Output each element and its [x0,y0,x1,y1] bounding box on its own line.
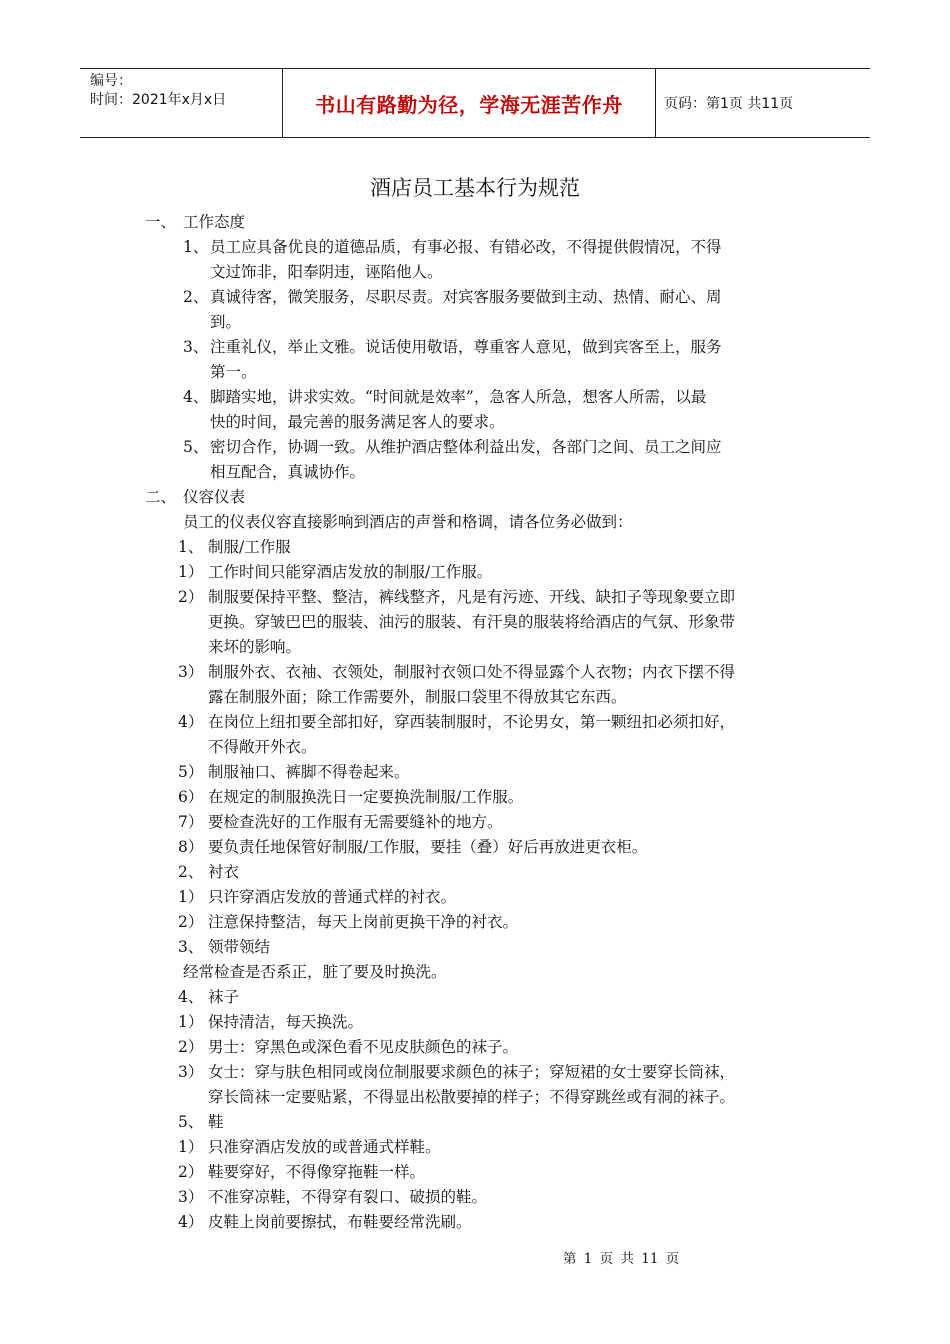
header-info [80,69,282,137]
item-number: 2、 [183,288,209,306]
subsection-number: 3、 [178,938,204,956]
subsection-title: 鞋 [208,1113,224,1131]
item-text: 不得敞开外衣。 [208,738,317,756]
list-item [0,1060,950,1085]
section-title: 仪容仪表 [183,488,246,506]
item-continuation [0,685,950,710]
subsection-text: 经常检查是否系正，脏了要及时换洗。 [183,963,447,981]
subsection-heading [0,935,950,960]
subsection-title: 领带领结 [208,938,271,956]
section-intro: 员工的仪表仪容直接影响到酒店的声誉和格调，请各位务必做到： [183,513,633,531]
item-number: 7） [178,813,204,831]
section-title: 工作态度 [183,213,246,231]
item-number: 3、 [183,338,209,356]
item-text: 在规定的制服换洗日一定要换洗制服/工作服。 [208,788,524,806]
item-number: 6） [178,788,204,806]
item-text: 只准穿酒店发放的或普通式样鞋。 [208,1138,441,1156]
item-text: 注重礼仪，举止文雅。说话使用敬语，尊重客人意见，做到宾客至上，服务 [210,338,722,356]
list-item [0,810,950,835]
item-number: 3） [178,1188,204,1206]
item-text: 相互配合，真诚协作。 [210,463,366,481]
item-number: 2） [178,1163,204,1181]
subsection-heading [0,860,950,885]
item-text: 文过饰非，阳奉阴违，诬陷他人。 [210,263,443,281]
item-text: 保持清洁，每天换洗。 [208,1013,364,1031]
item-continuation [0,635,950,660]
document-title: 酒店员工基本行为规范 [370,176,580,200]
item-text: 男士：穿黑色或深色看不见皮肤颜色的袜子。 [208,1038,519,1056]
item-text: 女士：穿与肤色相同或岗位制服要求颜色的袜子；穿短裙的女士要穿长筒袜， [208,1063,736,1081]
item-text: 快的时间，最完善的服务满足客人的要求。 [210,413,505,431]
item-number: 4、 [183,388,209,406]
item-number: 5、 [183,438,209,456]
list-item [0,1185,950,1210]
list-item [0,1135,950,1160]
item-continuation [0,610,950,635]
header-page-number: 页码：第1页 共11页 [664,96,794,112]
page-footer: 第 1 页 共 11 页 [563,1251,680,1267]
item-number: 1） [178,888,204,906]
item-number: 2） [178,1038,204,1056]
list-item [0,835,950,860]
item-text: 真诚待客，微笑服务，尽职尽责。对宾客服务要做到主动、热情、耐心、周 [210,288,722,306]
subsection-number: 1、 [178,538,204,556]
item-number: 3） [178,663,204,681]
header-motto: 书山有路勤为径，学海无涯苦作舟 [282,69,656,137]
date-label: 时间：2021年x月x日 [90,92,227,108]
item-number: 2） [178,913,204,931]
item-text: 要检查洗好的工作服有无需要缝补的地方。 [208,813,503,831]
item-number: 2） [178,588,204,606]
list-item [0,710,950,735]
item-text: 第一。 [210,363,257,381]
subsection-title: 袜子 [208,988,240,1006]
list-item [0,1035,950,1060]
subsection-title: 制服/工作服 [208,538,291,556]
list-item [0,285,950,310]
list-item [0,585,950,610]
item-text: 员工应具备优良的道德品质，有事必报、有错必改，不得提供假情况，不得 [210,238,722,256]
item-continuation [0,460,950,485]
item-number: 1） [178,563,204,581]
item-number: 1） [178,1138,204,1156]
item-text: 制服袖口、裤脚不得卷起来。 [208,763,410,781]
item-text: 要负责任地保管好制服/工作服，要挂（叠）好后再放进更衣柜。 [208,838,648,856]
item-number: 3） [178,1063,204,1081]
list-item [0,910,950,935]
subsection-title: 衬衣 [208,863,240,881]
section-number: 一、 [145,213,177,231]
item-continuation [0,1085,950,1110]
list-item [0,660,950,685]
item-text: 来坏的影响。 [208,638,302,656]
item-number: 4） [178,1213,204,1231]
subsection-number: 2、 [178,863,204,881]
item-text: 工作时间只能穿酒店发放的制服/工作服。 [208,563,493,581]
section-heading [0,485,950,510]
item-text: 穿长筒袜一定要贴紧，不得显出松散要掉的样子；不得穿跳丝或有洞的袜子。 [208,1088,736,1106]
item-text: 鞋要穿好，不得像穿拖鞋一样。 [208,1163,426,1181]
list-item [0,885,950,910]
item-text: 密切合作，协调一致。从维护酒店整体利益出发，各部门之间、员工之间应 [210,438,722,456]
subsection-heading [0,1110,950,1135]
item-number: 1） [178,1013,204,1031]
list-item [0,335,950,360]
item-number: 5） [178,763,204,781]
list-item [0,1160,950,1185]
item-text: 在岗位上纽扣要全部扣好，穿西装制服时，不论男女，第一颗纽扣必须扣好， [208,713,736,731]
item-continuation [0,260,950,285]
item-text: 露在制服外面；除工作需要外，制服口袋里不得放其它东西。 [208,688,627,706]
item-text: 皮鞋上岗前要擦拭，布鞋要经常洗刷。 [208,1213,472,1231]
item-continuation [0,735,950,760]
item-text: 不准穿凉鞋，不得穿有裂口、破损的鞋。 [208,1188,488,1206]
item-text: 到。 [210,313,242,331]
item-continuation [0,410,950,435]
item-continuation [0,360,950,385]
document-body [0,210,950,1235]
item-text: 制服要保持平整、整洁，裤线整齐，凡是有污迹、开线、缺扣子等现象要立即 [208,588,736,606]
list-item [0,560,950,585]
item-text: 脚踏实地，讲求实效。“时间就是效率”，急客人所急，想客人所需，以最 [210,388,707,406]
subsection-heading [0,535,950,560]
item-number: 1、 [183,238,209,256]
item-text: 更换。穿皱巴巴的服装、油污的服装、有汗臭的服装将给酒店的气氛、形象带 [208,613,736,631]
item-number: 4） [178,713,204,731]
list-item [0,235,950,260]
list-item [0,385,950,410]
item-text: 只许穿酒店发放的普通式样的衬衣。 [208,888,457,906]
item-number: 8） [178,838,204,856]
list-item [0,760,950,785]
page-header [80,68,870,138]
subsection-number: 4、 [178,988,204,1006]
code-label: 编号： [90,73,132,89]
section-number: 二、 [145,488,177,506]
list-item [0,1210,950,1235]
item-continuation [0,310,950,335]
item-text: 注意保持整洁，每天上岗前更换干净的衬衣。 [208,913,519,931]
section-heading [0,210,950,235]
list-item [0,1010,950,1035]
subsection-heading [0,985,950,1010]
item-text: 制服外衣、衣袖、衣领处，制服衬衣领口处不得显露个人衣物；内衣下摆不得 [208,663,736,681]
list-item [0,785,950,810]
subsection-number: 5、 [178,1113,204,1131]
list-item [0,435,950,460]
